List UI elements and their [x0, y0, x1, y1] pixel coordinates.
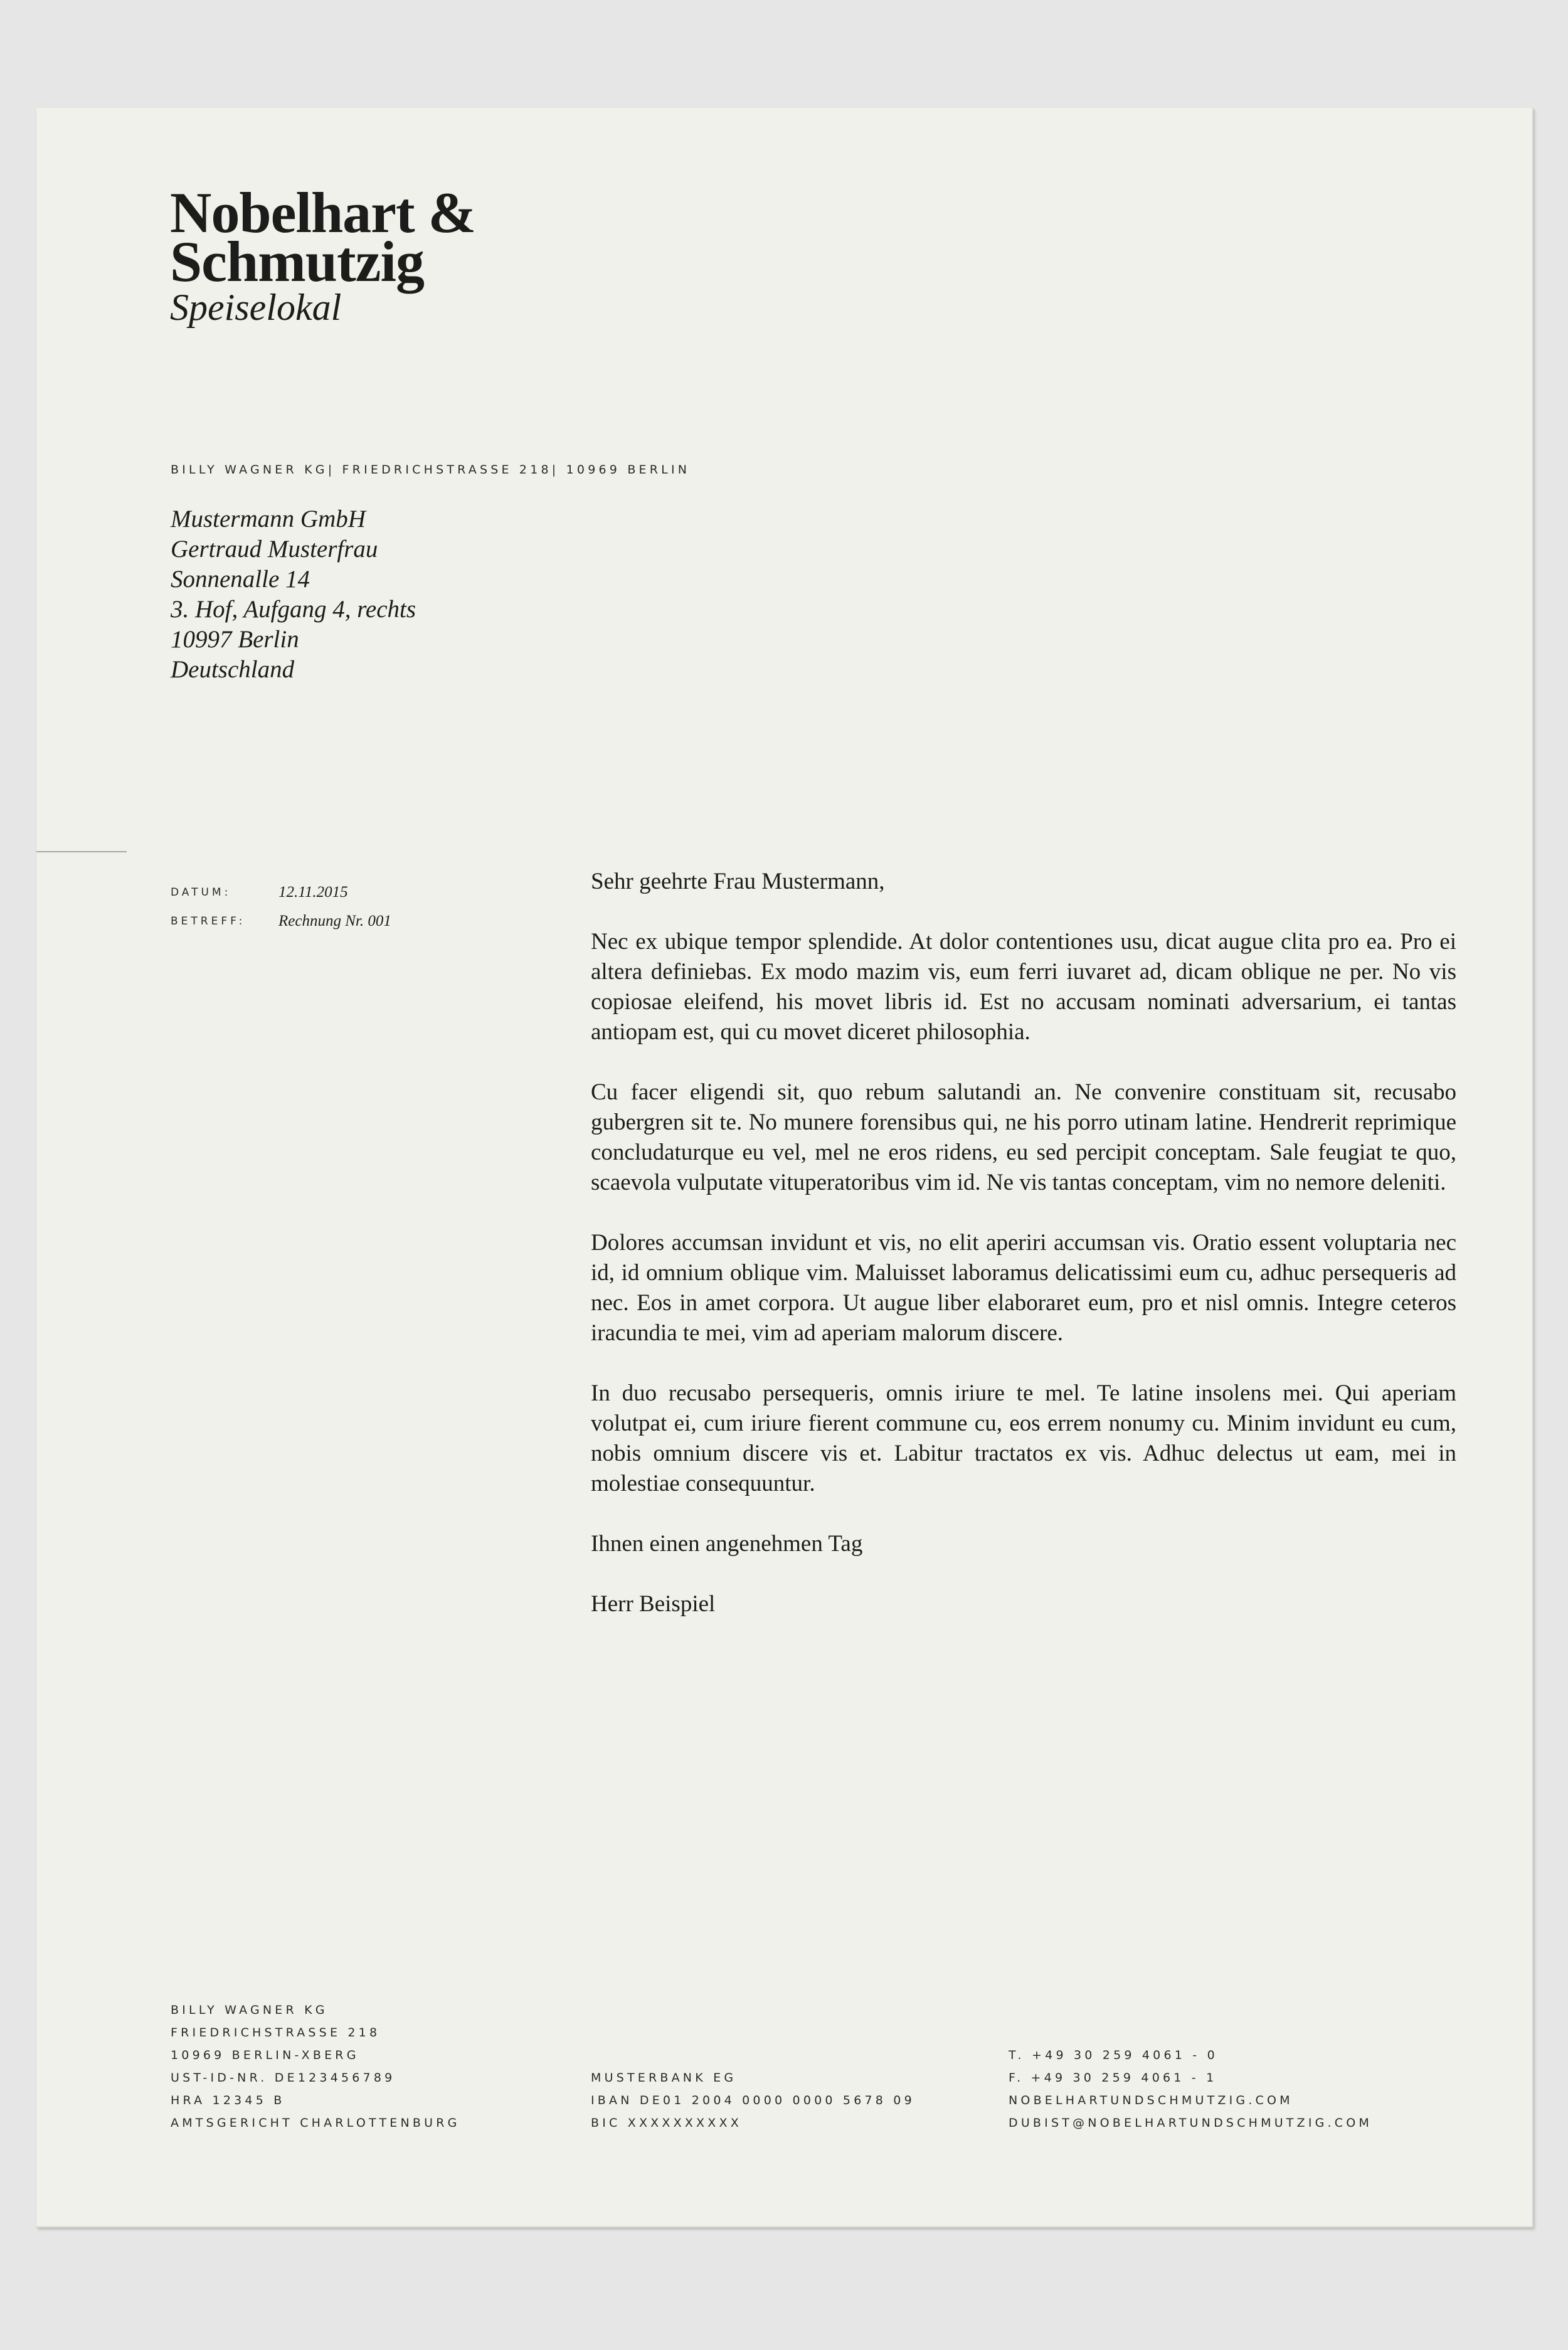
logo: [170, 181, 476, 328]
footer-bank: [591, 2067, 915, 2134]
footer-bank-line: IBAN DE01 2004 0000 0000 5678 09: [591, 2093, 915, 2107]
date-value: 12.11.2015: [278, 884, 348, 901]
footer-contact: [1009, 2044, 1372, 2134]
closing: Ihnen einen angenehmen Tag: [591, 1531, 863, 1557]
logo-subtitle: Speiselokal: [170, 287, 342, 328]
letter-meta: [171, 878, 391, 936]
logo-name-line-2: Schmutzig: [170, 230, 424, 294]
sender-return-address: BILLY WAGNER KG| FRIEDRICHSTRASSE 218| 10969 BERLIN: [171, 463, 691, 477]
fold-mark: [36, 851, 127, 852]
footer-email: DUBIST@NOBELHARTUNDSCHMUTZIG.COM: [1009, 2116, 1373, 2130]
footer-fax: F. +49 30 259 4061 - 1: [1009, 2071, 1217, 2085]
date-label: DATUM:: [171, 886, 231, 899]
signature: Herr Beispiel: [591, 1591, 716, 1617]
footer-company-line: AMTSGERICHT CHARLOTTENBURG: [171, 2116, 460, 2130]
letter-body: [591, 867, 1456, 1649]
footer-company-line: BILLY WAGNER KG: [171, 2003, 328, 2017]
footer-company: [171, 1999, 460, 2134]
subject-value: Rechnung Nr. 001: [278, 913, 391, 929]
recipient-line: 3. Hof, Aufgang 4, rechts: [171, 596, 416, 623]
footer-phone: T. +49 30 259 4061 - 0: [1009, 2048, 1218, 2062]
logo-name-line-1: Nobelhart &: [170, 181, 476, 245]
footer-company-line: 10969 BERLIN-XBERG: [171, 2048, 359, 2062]
body-paragraph: Nec ex ubique tempor splendide. At dolor contentiones usu, dicat augue clita pro ea. Pro ei altera definiebas. Ex modo mazim vis, eum ferri iuvaret ad, dicam oblique ne per. No vis copiosae eleifend, his movet libris id. Est no accusam nominati adversarium, ei tantas antiopam est, qui cu movet diceret philosophia.: [591, 929, 1456, 1045]
recipient-line: Sonnenalle 14: [171, 566, 310, 593]
recipient-line: Gertraud Musterfrau: [171, 536, 378, 563]
recipient-line: Deutschland: [171, 656, 295, 683]
body-paragraph: Cu facer eligendi sit, quo rebum salutandi an. Ne convenire constituam sit, recusabo gubergren sit te. No munere forensibus qui, ne his porro utinam latine. Hendrerit reprimique concludaturque eu vel, mel ne eros ridens, eu sed percipit conceptam. Sale feugiat te quo, scaevola vulputate vituperatoribus vim id. Ne vis tantas conceptam, vim no nemore deleniti.: [591, 1079, 1456, 1195]
recipient-address: [171, 504, 416, 685]
footer-company-line: HRA 12345 B: [171, 2093, 285, 2107]
subject-row: [171, 907, 391, 936]
date-row: [171, 878, 391, 907]
letter-sheet: [36, 108, 1534, 2228]
subject-label: BETREFF:: [171, 915, 246, 928]
recipient-line: Mustermann GmbH: [171, 505, 366, 532]
salutation: Sehr geehrte Frau Mustermann,: [591, 869, 885, 894]
footer-website: NOBELHARTUNDSCHMUTZIG.COM: [1009, 2093, 1293, 2107]
body-paragraph: In duo recusabo persequeris, omnis iriure te mel. Te latine insolens mei. Qui aperiam volutpat ei, cum iriure fierent commune cu, eos errem nonumy cu. Minim invidunt eu cum, nobis omnium discere vis et. Labitur tractatos ex vis. Adhuc delectus ut eam, mei in molestiae consequuntur.: [591, 1380, 1456, 1496]
recipient-line: 10997 Berlin: [171, 626, 299, 653]
footer-company-line: FRIEDRICHSTRASSE 218: [171, 2026, 381, 2040]
footer-company-line: UST-ID-NR. DE123456789: [171, 2071, 396, 2085]
footer-bank-line: MUSTERBANK EG: [591, 2071, 737, 2085]
footer-bank-line: BIC XXXXXXXXXX: [591, 2116, 742, 2130]
body-paragraph: Dolores accumsan invidunt et vis, no elit aperiri accumsan vis. Oratio essent voluptaria nec id, id omnium oblique vim. Maluisset laboramus delicatissimi eum cu, adhuc persequeris ad nec. Eos in amet corpora. Ut augue liber elaboraret eum, pro et nisl omnis. Integre ceteros iracundia te mei, vim ad aperiam malorum discere.: [591, 1230, 1456, 1346]
